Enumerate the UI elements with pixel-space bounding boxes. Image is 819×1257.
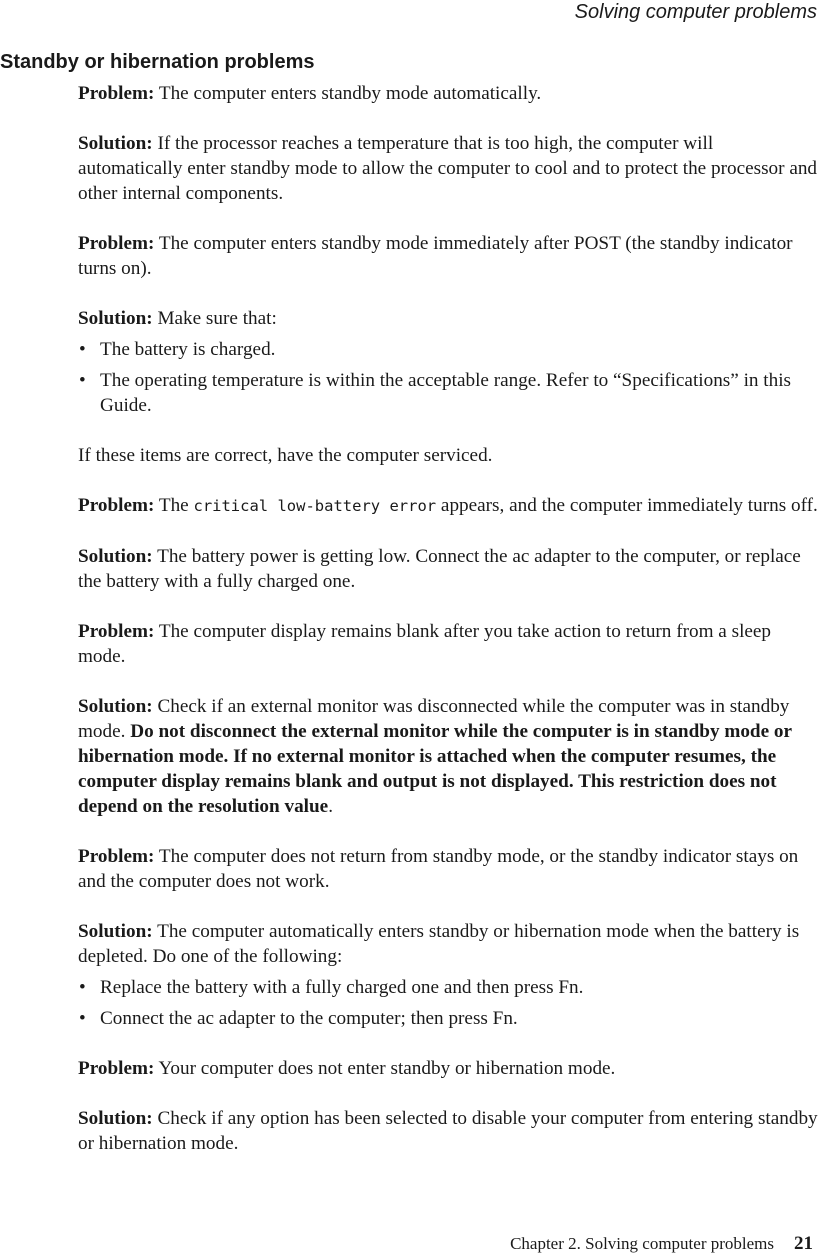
list-item-text: The battery is charged. (100, 339, 276, 360)
solution-4-text: Check if an external monitor was disconnected while the computer was in standby mode. (78, 696, 790, 742)
solution-label: Solution: (78, 696, 153, 717)
solution-6-text: Check if any option has been selected to disable your computer from entering standby or hibernation mode. (78, 1108, 818, 1154)
solution-4-warning: Do not disconnect the external monitor while the computer is in standby mode or hibernation mode. If no external monitor is attached when the computer resumes, the computer display remains blank and output is not displayed. This restriction does not depend on the resolution value (78, 721, 792, 817)
list-item-text: The operating temperature is within the acceptable range. Refer to “Specifications” in this Guide. (100, 370, 792, 416)
solution-5-text: The computer automatically enters standby or hibernation mode when the battery is depleted. Do one of the following: (78, 921, 800, 967)
problem-3-post: appears, and the computer immediately turns off. (440, 495, 818, 516)
bullet-mark: • (79, 1008, 86, 1029)
problem-1-text: The computer enters standby mode automatically. (158, 83, 542, 104)
solution-2 (78, 306, 818, 331)
error-message-code: critical low-battery error (193, 497, 437, 515)
solution-2-bullet-list (78, 337, 818, 418)
footer-chapter: Chapter 2. Solving computer problems (510, 1234, 774, 1253)
problem-5-text: The computer does not return from standby mode, or the standby indicator stays on and the computer does not work. (78, 846, 799, 892)
solution-1-text: If the processor reaches a temperature that is too high, the computer will automatically enter standby mode to allow the computer to cool and to protect the processor and other internal components. (78, 133, 818, 204)
bullet-mark: • (79, 977, 86, 998)
problem-3 (78, 493, 818, 519)
problem-4 (78, 619, 818, 669)
problem-6-text: Your computer does not enter standby or hibernation mode. (158, 1058, 616, 1079)
list-item (78, 368, 818, 418)
running-header: Solving computer problems (574, 1, 817, 23)
problem-6 (78, 1056, 818, 1081)
solution-label: Solution: (78, 1108, 153, 1129)
solution-5-bullet-list (78, 975, 818, 1031)
solution-1 (78, 131, 818, 206)
document-body (78, 81, 818, 1181)
solution-3-text: The battery power is getting low. Connect the ac adapter to the computer, or replace the battery with a fully charged one. (78, 546, 801, 592)
list-item-text: Replace the battery with a fully charged one and then press Fn. (100, 977, 584, 998)
solution-2-text: Make sure that: (157, 308, 277, 329)
bullet-mark: • (79, 370, 86, 391)
problem-2-text: The computer enters standby mode immediately after POST (the standby indicator turns on). (78, 233, 793, 279)
list-item (78, 337, 818, 362)
list-item (78, 1006, 818, 1031)
problem-2 (78, 231, 818, 281)
problem-5 (78, 844, 818, 894)
solution-6 (78, 1106, 818, 1156)
solution-4-end: . (328, 796, 333, 817)
list-item (78, 975, 818, 1000)
solution-4 (78, 694, 818, 819)
solution-label: Solution: (78, 133, 153, 154)
solution-label: Solution: (78, 921, 153, 942)
page-footer (510, 1232, 813, 1256)
problem-label: Problem: (78, 495, 155, 516)
problem-1 (78, 81, 818, 106)
page-number: 21 (794, 1233, 813, 1254)
problem-4-text: The computer display remains blank after you take action to return from a sleep mode. (78, 621, 772, 667)
solution-5 (78, 919, 818, 969)
problem-label: Problem: (78, 83, 155, 104)
bullet-mark: • (79, 339, 86, 360)
problem-label: Problem: (78, 621, 155, 642)
list-item-text: Connect the ac adapter to the computer; then press Fn. (100, 1008, 518, 1029)
solution-2-followup: If these items are correct, have the computer serviced. (78, 445, 493, 466)
problem-label: Problem: (78, 233, 155, 254)
solution-label: Solution: (78, 546, 153, 567)
problem-3-pre: The (158, 495, 189, 516)
solution-label: Solution: (78, 308, 153, 329)
problem-label: Problem: (78, 846, 155, 867)
problem-label: Problem: (78, 1058, 155, 1079)
solution-3 (78, 544, 818, 594)
section-title: Standby or hibernation problems (0, 51, 315, 73)
